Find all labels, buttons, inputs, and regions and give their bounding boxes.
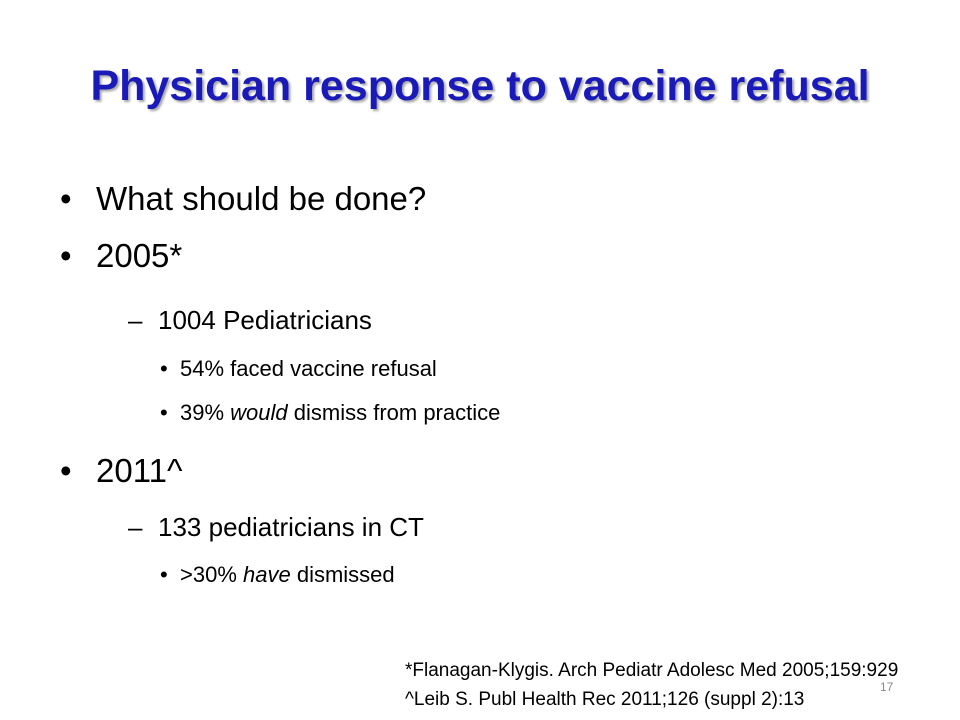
bullet-30-percent: >30% have dismissed <box>180 562 395 587</box>
bullet-54-percent: 54% faced vaccine refusal <box>180 356 437 381</box>
bullet-marker: • <box>160 356 168 381</box>
bullet-39-percent: 39% would dismiss from practice <box>180 400 501 425</box>
dash-marker: – <box>128 305 143 335</box>
bullet-133-pediatricians: 133 pediatricians in CT <box>158 512 424 542</box>
dash-marker: – <box>128 512 143 542</box>
bullet-marker: • <box>60 180 72 217</box>
bullet-marker: • <box>60 452 72 489</box>
footnote-flanagan: *Flanagan-Klygis. Arch Pediatr Adolesc Med 2005;159:929 <box>405 660 899 681</box>
bullet-2011: 2011^ <box>96 452 183 489</box>
bullet-what-should-be-done: What should be done? <box>96 180 427 217</box>
footnote-leib: ^Leib S. Publ Health Rec 2011;126 (suppl 2):13 <box>405 689 805 710</box>
slide-title: Physician response to vaccine refusal <box>90 62 870 110</box>
bullet-marker: • <box>160 562 168 587</box>
bullet-1004-pediatricians: 1004 Pediatricians <box>158 305 372 335</box>
page-number: 17 <box>880 680 894 694</box>
bullet-marker: • <box>160 400 168 425</box>
bullet-2005: 2005* <box>96 237 183 274</box>
bullet-marker: • <box>60 237 72 274</box>
